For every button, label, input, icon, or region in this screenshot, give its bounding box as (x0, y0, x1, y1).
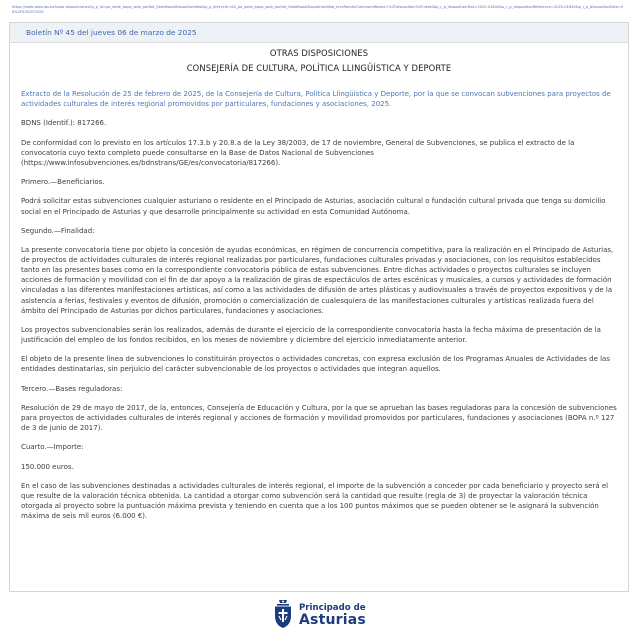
primero-paragraph: Podrá solicitar estas subvenciones cualquier asturiano o residente en el Principado de Asturias, asociación cultural o fundación cultural privada que tenga su domicilio social en el Principado de Asturias y que desarrolle principalmente su actividad en esta Comunidad Autónoma. (21, 197, 606, 216)
cuarto-amount: 150.000 euros. (21, 462, 74, 471)
segundo-paragraph-2: Los proyectos subvencionables serán los realizados, además de durante el ejercicio de la correspondiente convocatoria hasta la fecha máxima de presentación de la justificación del empleo de los fondos recibidos, en los meses de noviembre y diciembre del ejercicio inmediatamente anterior. (21, 325, 601, 344)
logo-line-1: Principado de (299, 603, 366, 613)
section-title: OTRAS DISPOSICIONES (269, 48, 369, 58)
bulletin-document (9, 22, 629, 592)
segundo-paragraph-1: La presente convocatoria tiene por objeto la concesión de ayudas económicas, en régimen de concurrencia competitiva, para la realización en el Principado de Asturias, de proyectos de actividades culturales de interés regional realizadas por particulares, fundaciones culturales privadas y asociaciones, con los requisitos establecidos tanto en las presentes bases como en la correspondiente convocatoria pública de estas subvenciones. Entre dichas actividades o proyectos culturales se incluyen acciones de formación y movilidad con el fin de dar apoyo a la realización de giras de espectáculos de artes escénicas y musicales, a cursos y actividades de formación vinculadas a las diferentes manifestaciones artísticas, así como a las actividades de difusión de artes plásticas y audiovisuales a través de proyectos expositivos y de la asistencia a ferias, festivales y eventos de difusión, promoción o comercialización de cualesquiera de las manifestaciones culturales y artísticas realizada fuera del ámbito del Principado de Asturias por dichos particulares, fundaciones y asociaciones. (21, 246, 614, 315)
section-heading-segundo: Segundo.—Finalidad: (21, 226, 95, 235)
section-heading-tercero: Tercero.—Bases reguladoras: (21, 384, 123, 393)
disposition-heading (10, 47, 628, 74)
logo-line-2: Asturias (299, 612, 366, 628)
summary-paragraph: Extracto de la Resolución de 25 de febrero de 2025, de la Consejería de Cultura, Política Llingüística y Deporte, por la que se convocan subvenciones para proyectos de actividades culturales de interés regional promovidos por particulares, fundaciones y asociaciones, 2025. (21, 90, 611, 109)
department-title: CONSEJERÍA DE CULTURA, POLÍTICA LLINGÜÍSTICA Y DEPORTE (186, 63, 452, 73)
coat-of-arms-icon (272, 599, 294, 629)
principado-asturias-logo (272, 597, 368, 633)
bulletin-number-link[interactable]: Boletín Nº 45 del jueves 06 de marzo de 2025 (26, 28, 197, 37)
section-heading-cuarto: Cuarto.—Importe: (21, 443, 84, 452)
segundo-paragraph-3: El objeto de la presente línea de subvenciones lo constituirán proyectos o actividades concretas, con expresa exclusión de los Programas Anuales de Actividades de las entidades destinatarias, sin perjuicio del carácter subvencionable de los proyectos o actividades que integran aquellos. (21, 355, 610, 374)
bdns-identifier: BDNS (Identif.): 817266. (21, 119, 107, 128)
cuarto-paragraph: En el caso de las subvenciones destinadas a actividades culturales de interés regional, el importe de la subvención a conceder por cada beneficiario y proyecto será el que resulte de la valoración técnica obtenida. La cantidad a otorgar como subvención será la cantidad que resulte (regla de 3) de proyectar la valoración técnica otorgada al proyecto sobre la puntuación máxima prevista y teniendo en cuenta que a los 100 puntos máximos que se pueden obtener se le asignará la subvención máxima de seis mil euros (6.000 €). (21, 481, 609, 521)
section-heading-primero: Primero.—Beneficiarios. (21, 178, 105, 187)
intro-paragraph: De conformidad con lo previsto en los artículos 17.3.b y 20.8.a de la Ley 38/2003, de 17 de noviembre, General de Subvenciones, se publica el extracto de la convocatoria cuyo texto completo puede consultarse en la Base de Datos Nacional de Subvenciones (https://www.infosubvenciones.es/bdnstrans/GE/es/convocatoria/817266). (21, 138, 575, 167)
page-url: https://sede.asturias.es/bopa-disposiciones?p_p_id=pa_sede_bopa_web_portlet_SedeBopaDispositionWeb&p_p_lifecycle=0&_pa_sede_bopa_web_portlet_SedeBopaDispositionWeb_mvcRenderCommandName=%2Fdisposition%2Fdetail&p_r_p_dispositionText=2025-01844&p_r_p_dispositionReference=2025-01844&p_r_p_dispositionDate=06%2F03%2F2025 (12, 5, 624, 14)
disposition-body (21, 89, 617, 531)
tercero-paragraph: Resolución de 29 de mayo de 2017, de la, entonces, Consejería de Educación y Cultura, por la que se aprueban las bases reguladoras para la concesión de subvenciones para proyectos de actividades culturales de interés regional y acciones de formación y movilidad promovidos por particulares, fundaciones y asociaciones (BOPA n.º 127 de 3 de junio de 2017). (21, 403, 617, 433)
bulletin-header-bar (10, 23, 628, 43)
